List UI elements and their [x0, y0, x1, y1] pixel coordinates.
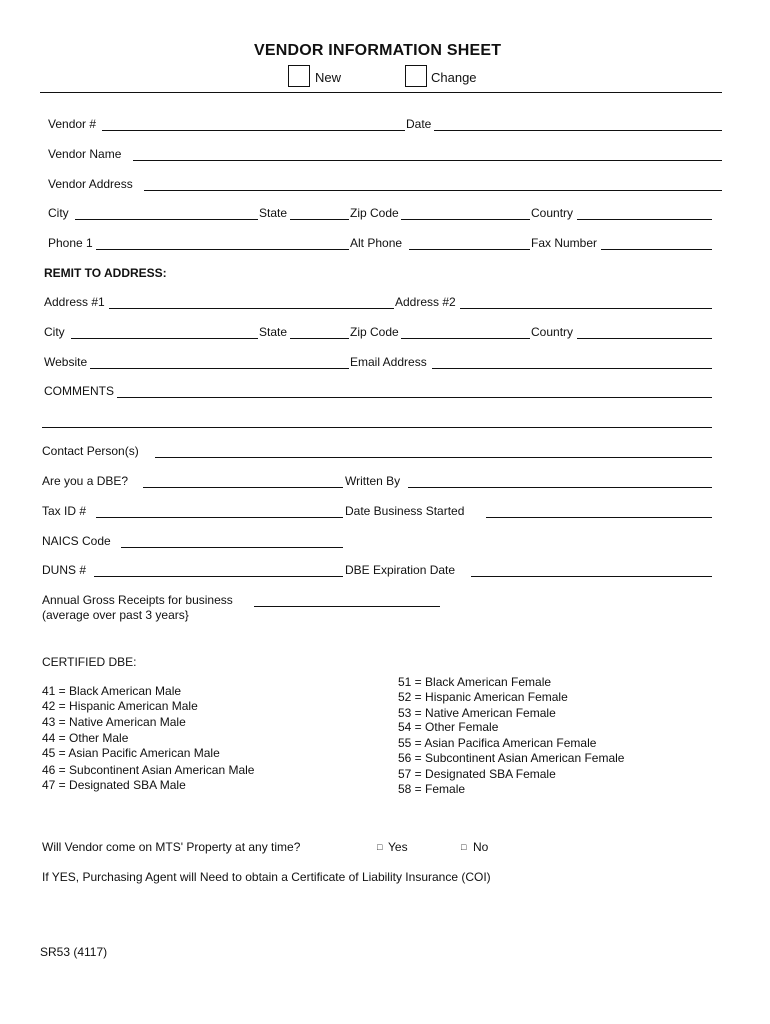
vendor-city-field[interactable] — [75, 219, 258, 220]
remit-state-field[interactable] — [290, 338, 349, 339]
email-label: Email Address — [350, 355, 427, 369]
dbe-question-field[interactable] — [143, 487, 343, 488]
no-checkbox[interactable]: □ — [461, 842, 467, 852]
dbe-expiration-label: DBE Expiration Date — [345, 563, 456, 577]
female-code-52: 52 = Hispanic American Female — [398, 690, 568, 704]
remit-city-field[interactable] — [71, 338, 258, 339]
male-code-43: 43 = Native American Male — [42, 715, 186, 729]
male-code-41: 41 = Black American Male — [42, 684, 182, 698]
date-field[interactable] — [434, 130, 722, 131]
date-business-started-field[interactable] — [486, 517, 712, 518]
remit-heading: REMIT TO ADDRESS: — [44, 266, 167, 280]
vendor-country-label: Country — [531, 206, 574, 220]
phone1-field[interactable] — [96, 249, 349, 250]
duns-field[interactable] — [94, 576, 343, 577]
header-divider — [40, 92, 722, 93]
comments-field-line-2[interactable] — [42, 427, 712, 428]
vendor-zip-label: Zip Code — [350, 206, 399, 220]
naics-label: NAICS Code — [42, 534, 111, 548]
yes-checkbox[interactable]: □ — [377, 842, 383, 852]
fax-label: Fax Number — [531, 236, 598, 250]
email-field[interactable] — [432, 368, 712, 369]
contact-persons-field[interactable] — [155, 457, 712, 458]
vendor-address-field[interactable] — [144, 190, 722, 191]
remit-state-label: State — [259, 325, 288, 339]
female-code-55: 55 = Asian Pacifica American Female — [398, 736, 597, 750]
vendor-zip-field[interactable] — [401, 219, 530, 220]
gross-receipts-label: Annual Gross Receipts for business — [42, 593, 233, 607]
male-code-44: 44 = Other Male — [42, 731, 129, 745]
female-code-53: 53 = Native American Female — [398, 706, 556, 720]
gross-receipts-note: (average over past 3 years} — [42, 608, 189, 622]
male-code-47: 47 = Designated SBA Male — [42, 778, 186, 792]
website-field[interactable] — [90, 368, 349, 369]
address1-label: Address #1 — [44, 295, 105, 309]
remit-zip-field[interactable] — [401, 338, 530, 339]
change-checkbox[interactable] — [405, 65, 427, 87]
female-code-57: 57 = Designated SBA Female — [398, 767, 556, 781]
form-code: SR53 (4117) — [40, 945, 108, 959]
vendor-address-label: Vendor Address — [48, 177, 133, 191]
contact-persons-label: Contact Person(s) — [42, 444, 139, 458]
dbe-question-label: Are you a DBE? — [42, 474, 129, 488]
comments-field-line-1[interactable] — [117, 397, 712, 398]
vendor-city-label: City — [48, 206, 69, 220]
website-label: Website — [44, 355, 88, 369]
vendor-number-field[interactable] — [102, 130, 405, 131]
form-title: VENDOR INFORMATION SHEET — [254, 42, 502, 59]
remit-city-label: City — [44, 325, 65, 339]
naics-field[interactable] — [121, 547, 343, 548]
vendor-country-field[interactable] — [577, 219, 712, 220]
fax-field[interactable] — [601, 249, 712, 250]
female-code-58: 58 = Female — [398, 782, 466, 796]
new-label: New — [315, 70, 342, 85]
female-code-56: 56 = Subcontinent Asian American Female — [398, 751, 625, 765]
tax-id-field[interactable] — [96, 517, 343, 518]
written-by-field[interactable] — [408, 487, 712, 488]
coi-note: If YES, Purchasing Agent will Need to obtain a Certificate of Liability Insurance (COI) — [42, 870, 491, 884]
date-business-started-label: Date Business Started — [345, 504, 465, 518]
vendor-name-field[interactable] — [133, 160, 722, 161]
gross-receipts-field[interactable] — [254, 606, 440, 607]
new-checkbox[interactable] — [288, 65, 310, 87]
certified-dbe-heading: CERTIFIED DBE: — [42, 655, 137, 669]
remit-country-label: Country — [531, 325, 574, 339]
vendor-number-label: Vendor # — [48, 117, 97, 131]
yes-label: Yes — [388, 840, 408, 854]
remit-zip-label: Zip Code — [350, 325, 399, 339]
comments-label: COMMENTS — [44, 384, 114, 398]
phone1-label: Phone 1 — [48, 236, 93, 250]
dbe-expiration-field[interactable] — [471, 576, 712, 577]
alt-phone-field[interactable] — [409, 249, 530, 250]
change-label: Change — [431, 70, 477, 85]
alt-phone-label: Alt Phone — [350, 236, 403, 250]
female-code-51: 51 = Black American Female — [398, 675, 552, 689]
tax-id-label: Tax ID # — [42, 504, 87, 518]
property-question: Will Vendor come on MTS' Property at any time? — [42, 840, 301, 854]
address2-label: Address #2 — [395, 295, 456, 309]
date-label: Date — [406, 117, 432, 131]
male-code-46: 46 = Subcontinent Asian American Male — [42, 763, 255, 777]
remit-country-field[interactable] — [577, 338, 712, 339]
male-code-45: 45 = Asian Pacific American Male — [42, 746, 220, 760]
vendor-state-label: State — [259, 206, 288, 220]
no-label: No — [473, 840, 489, 854]
male-code-42: 42 = Hispanic American Male — [42, 699, 198, 713]
address1-field[interactable] — [109, 308, 394, 309]
duns-label: DUNS # — [42, 563, 87, 577]
vendor-state-field[interactable] — [290, 219, 349, 220]
address2-field[interactable] — [460, 308, 712, 309]
vendor-name-label: Vendor Name — [48, 147, 122, 161]
written-by-label: Written By — [345, 474, 401, 488]
female-code-54: 54 = Other Female — [398, 720, 499, 734]
